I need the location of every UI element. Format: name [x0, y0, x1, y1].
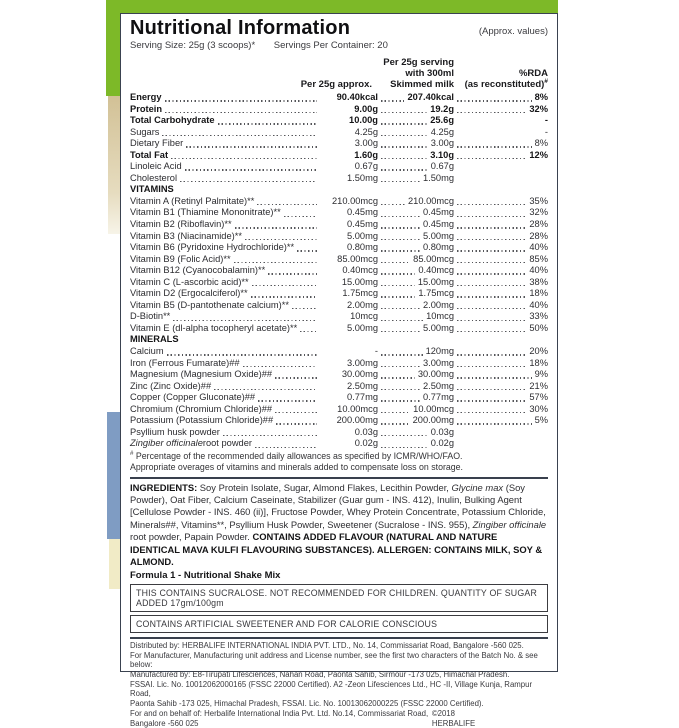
- table-row: Vitamin B1 (Thiamine Mononitrate)** 0.45mg 0.45mg 32%: [130, 207, 548, 218]
- footer-on-behalf: For and on behalf of: Herbalife International India Pvt. Ltd. No.14, Commissariat Road, Bangalore -560 025: [130, 708, 429, 728]
- dotted-leader: [381, 204, 405, 205]
- dotted-leader: [457, 158, 526, 159]
- table-row: Vitamin B3 (Niacinamide)** 5.00mg 5.00mg 28%: [130, 230, 548, 241]
- footnote-overages: Appropriate overages of vitamins and minerals added to compensate loss on storage.: [130, 461, 464, 472]
- dotted-leader: [381, 250, 420, 251]
- copyright-text: ©2018 HERBALIFE: [431, 708, 476, 728]
- nutrition-table: [130, 92, 548, 450]
- dotted-leader: [381, 400, 420, 401]
- footer-line: FSSAI. Lic. No. 10012062000165 (FSSC 22000 Certified). A2 -Zeon Lifesciences Ltd., HC -II, Village Kunja, Rampur Road,: [130, 679, 533, 699]
- warning-box-sweetener: CONTAINS ARTIFICIAL SWEETENER AND FOR CALORIE CONSCIOUS: [130, 615, 548, 633]
- table-row: Total Carbohydrate 10.00g 25.6g -: [130, 115, 548, 126]
- column-headers: [130, 54, 548, 90]
- table-row: Vitamin E (dl-alpha tocopheryl acetate)** 5.00mg 5.00mg 50%: [130, 322, 548, 333]
- dotted-leader: [171, 158, 317, 159]
- dotted-leader: [268, 273, 317, 274]
- dotted-leader: [457, 400, 526, 401]
- dotted-leader: [218, 123, 317, 124]
- dotted-leader: [167, 354, 317, 355]
- table-row: Vitamin D2 (Ergocalciferol)** 1.75mcg 1.75mcg 18%: [130, 288, 548, 299]
- dotted-leader: [381, 377, 415, 378]
- dotted-leader: [457, 227, 526, 228]
- dotted-leader: [381, 435, 428, 436]
- dotted-leader: [457, 423, 532, 424]
- ingredients-segment: Glycine max: [451, 481, 504, 493]
- title-row: [130, 17, 548, 39]
- dotted-leader: [381, 296, 415, 297]
- divider-ingredients: [130, 477, 548, 479]
- table-row: Vitamin B6 (Pyridoxine Hydrochloride)** 0.80mg 0.80mg 40%: [130, 242, 548, 253]
- table-row: Psyllium husk powder 0.03g 0.03g: [130, 426, 454, 437]
- dotted-leader: [185, 169, 317, 170]
- footer-last-line: [130, 709, 548, 728]
- label-edge-strip-green: [106, 0, 121, 96]
- section-header: VITAMINS: [130, 184, 174, 195]
- footer-line: Manufactured by: E8-Tirupati Lifesciences, Nahan Road, Paonta Sahib, Sirmour -173 025, Himachal Pradesh.: [130, 670, 510, 679]
- dotted-leader: [257, 204, 317, 205]
- table-row: Calcium - 120mg 20%: [130, 346, 548, 357]
- dotted-leader: [381, 447, 428, 448]
- col-header-rda: [465, 68, 548, 90]
- dotted-leader: [381, 227, 420, 228]
- ingredients-segment: INGREDIENTS:: [130, 481, 198, 493]
- col-header-per-25g: Per 25g approx.: [300, 79, 372, 90]
- col-header-per-serving-line3: Skimmed milk: [390, 79, 454, 90]
- dotted-leader: [275, 412, 317, 413]
- col-header-rda-line1: %RDA: [518, 68, 548, 79]
- dotted-leader: [234, 262, 317, 263]
- dotted-leader: [300, 331, 317, 332]
- dotted-leader: [292, 308, 317, 309]
- dotted-leader: [276, 423, 317, 424]
- dotted-leader: [186, 146, 317, 147]
- dotted-leader: [457, 112, 526, 113]
- page-title: Nutritional Information: [130, 17, 351, 39]
- dotted-leader: [381, 320, 423, 321]
- dotted-leader: [381, 158, 427, 159]
- formula-line: Formula 1 - Nutritional Shake Mix: [130, 570, 281, 582]
- ingredients-segment: Zingiber officinale: [472, 518, 547, 530]
- table-row: Sugars 4.25g 4.25g -: [130, 126, 548, 137]
- dotted-leader: [381, 412, 410, 413]
- divider-footer: [130, 637, 548, 639]
- dotted-leader: [284, 216, 317, 217]
- dotted-leader: [165, 112, 317, 113]
- table-row: Vitamin B5 (D-pantothenate calcium)** 2.00mg 2.00mg 40%: [130, 299, 548, 310]
- dotted-leader: [457, 296, 526, 297]
- table-row: Magnesium (Magnesium Oxide)## 30.00mg 30.00mg 9%: [130, 369, 548, 380]
- dotted-leader: [381, 273, 415, 274]
- dotted-leader: [457, 354, 526, 355]
- servings-per-container-text: Servings Per Container: 20: [273, 40, 388, 51]
- dotted-leader: [457, 100, 532, 101]
- dotted-leader: [255, 447, 317, 448]
- warning-box-sucralose: THIS CONTAINS SUCRALOSE. NOT RECOMMENDED FOR CHILDREN. QUANTITY OF SUGAR ADDED 17gm/100gm: [130, 584, 548, 612]
- dotted-leader: [457, 250, 526, 251]
- dotted-leader: [275, 377, 317, 378]
- table-row: Vitamin A (Retinyl Palmitate)** 210.00mcg 210.00mcg 35%: [130, 195, 548, 206]
- dotted-leader: [381, 135, 428, 136]
- col-header-per-serving-line2: with 300ml: [405, 68, 454, 79]
- distributor-info: [130, 641, 548, 728]
- table-row: Zinc (Zinc Oxide)## 2.50mg 2.50mg 21%: [130, 380, 548, 391]
- dotted-leader: [162, 135, 317, 136]
- footer-line: For Manufacturer, Manufacturing unit address and License number, see the first two characters of the Batch No. & see below:: [130, 650, 538, 670]
- dotted-leader: [245, 239, 317, 240]
- dotted-leader: [381, 169, 428, 170]
- ingredients-segment: root powder, Papain Powder.: [130, 531, 253, 543]
- dotted-leader: [381, 366, 420, 367]
- table-row: Vitamin B9 (Folic Acid)** 85.00mcg 85.00mcg 85%: [130, 253, 548, 264]
- serving-size-text: Serving Size: 25g (3 scoops)*: [130, 40, 256, 51]
- dotted-leader: [223, 435, 317, 436]
- dotted-leader: [457, 320, 526, 321]
- dotted-leader: [457, 412, 526, 413]
- dotted-leader: [381, 331, 420, 332]
- table-row: Potassium (Potassium Chloride)## 200.00mg 200.00mg 5%: [130, 415, 548, 426]
- table-row: Energy 90.40kcal 207.40kcal 8%: [130, 92, 548, 102]
- dotted-leader: [251, 296, 317, 297]
- ingredients-segment: (Soy Powder), Oat Fiber, Calcium Caseinate, Stabilizer (Guar gum - INS. 412), Inulin, Bulking Agent [Cellulose Powder - INS. 460 (ii)], Fructose Powder, Whey Protein Concentrate, Potassium Chloride, Minerals##, Vitamins**, Psyllium Husk Powder, Sweetener (Sucralose - INS. 955),: [130, 481, 546, 530]
- footnotes: [130, 451, 548, 473]
- col-header-rda-line2: (as reconstituted)#: [464, 77, 548, 90]
- serving-info-row: [130, 40, 548, 51]
- dotted-leader: [457, 366, 526, 367]
- col-header-per-serving: [383, 57, 454, 90]
- dotted-leader: [214, 389, 317, 390]
- table-row: D-Biotin** 10mcg 10mcg 33%: [130, 311, 548, 322]
- table-row: Vitamin B12 (Cyanocobalamin)** 0.40mcg 0.40mcg 40%: [130, 265, 548, 276]
- table-row: Zingiber officinale root powder 0.02g 0.02g: [130, 438, 454, 449]
- footnote-rda: # Percentage of the recommended daily allowances as specified by ICMR/WHO/FAO.: [130, 450, 463, 461]
- label-top-green-bar: [120, 0, 558, 13]
- table-row: Total Fat 1.60g 3.10g 12%: [130, 149, 548, 160]
- dotted-leader: [381, 112, 427, 113]
- dotted-leader: [457, 262, 526, 263]
- ingredients-segment: CONTAINS ADDED FLAVOUR (NATURAL AND NATURE IDENTICAL MAVA KULFI FLAVOURING SUBSTANCES). ALLERGEN: CONTAINS MILK, SOY & ALMOND.: [130, 531, 543, 567]
- dotted-leader: [457, 377, 532, 378]
- dotted-leader: [457, 308, 526, 309]
- table-row: Vitamin C (L-ascorbic acid)** 15.00mg 15.00mg 38%: [130, 276, 548, 287]
- approx-values-note: (Approx. values): [478, 26, 548, 37]
- nutrition-label-panel: [120, 13, 558, 728]
- dotted-leader: [457, 273, 526, 274]
- dotted-leader: [381, 423, 410, 424]
- footer-line: Distributed by: HERBALIFE INTERNATIONAL INDIA PVT. LTD., No. 14, Commissariat Road, Bangalore -560 025.: [130, 640, 524, 650]
- dotted-leader: [457, 239, 526, 240]
- table-row: Cholesterol 1.50mg 1.50mg: [130, 172, 454, 183]
- dotted-leader: [381, 285, 415, 286]
- table-row: Chromium (Chromium Chloride)## 10.00mcg 10.00mcg 30%: [130, 403, 548, 414]
- dotted-leader: [457, 285, 526, 286]
- table-row: Vitamin B2 (Riboflavin)** 0.45mg 0.45mg 28%: [130, 219, 548, 230]
- dotted-leader: [165, 100, 317, 101]
- table-row: Dietary Fiber 3.00g 3.00g 8%: [130, 138, 548, 149]
- dotted-leader: [381, 100, 404, 101]
- dotted-leader: [381, 308, 420, 309]
- dotted-leader: [457, 146, 532, 147]
- table-row: Copper (Copper Gluconate)## 0.77mg 0.77mg 57%: [130, 392, 548, 403]
- dotted-leader: [381, 146, 428, 147]
- dotted-leader: [297, 250, 317, 251]
- table-row: Protein 9.00g 19.2g 32%: [130, 103, 548, 114]
- dotted-leader: [457, 331, 526, 332]
- dotted-leader: [457, 389, 526, 390]
- label-edge-strip-blue: [107, 412, 121, 539]
- dotted-leader: [381, 123, 427, 124]
- section-header: MINERALS: [130, 334, 179, 345]
- dotted-leader: [381, 262, 410, 263]
- dotted-leader: [258, 400, 317, 401]
- dotted-leader: [235, 227, 317, 228]
- dotted-leader: [243, 366, 317, 367]
- dotted-leader: [381, 354, 423, 355]
- ingredients-segment: Soy Protein Isolate, Sugar, Almond Flakes, Lecithin Powder,: [197, 481, 452, 493]
- dotted-leader: [381, 181, 420, 182]
- dotted-leader: [381, 389, 420, 390]
- dotted-leader: [381, 216, 420, 217]
- dotted-leader: [180, 181, 317, 182]
- dotted-leader: [457, 204, 526, 205]
- dotted-leader: [252, 285, 317, 286]
- dotted-leader: [381, 239, 420, 240]
- table-row: Linoleic Acid 0.67g 0.67g: [130, 161, 454, 172]
- dotted-leader: [457, 216, 526, 217]
- ingredients-paragraph: [130, 482, 548, 569]
- dotted-leader: [173, 320, 317, 321]
- col-header-per-serving-line1: Per 25g serving: [383, 57, 454, 68]
- footer-line: Paonta Sahib -173 025, Himachal Pradesh, FSSAI. Lic. No. 10013062000225 (FSSC 22000 Certified).: [130, 699, 484, 709]
- table-row: Iron (Ferrous Fumarate)## 3.00mg 3.00mg 18%: [130, 357, 548, 368]
